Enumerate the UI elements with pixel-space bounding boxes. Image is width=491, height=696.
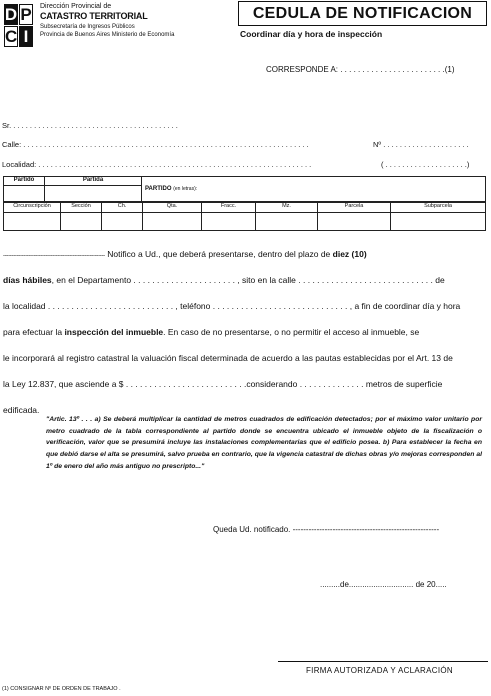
logo-letter-d: D	[4, 5, 18, 24]
circunscripcion-header: Circunscripción	[4, 203, 61, 213]
org-line-4: Provincia de Buenos Aires Ministerio de Economía	[40, 32, 175, 38]
body-text-2: , en el Departamento . . . . . . . . . . . . . . . . . . . . . . , sito en la calle . . . . . . . . . . . . . . . . . . . . . . . . . . . . . de	[51, 275, 445, 285]
seccion-cell[interactable]	[61, 213, 102, 231]
partido-nombre-cell[interactable]	[142, 177, 486, 202]
body-dashes: ------------------------------------------------------------	[3, 253, 105, 259]
org-line-2: CATASTRO TERRITORIAL	[40, 11, 148, 21]
body-inspeccion: inspección del inmueble	[64, 327, 164, 337]
partido-partida-table	[3, 176, 486, 202]
fecha-field[interactable]: .........de............................. de 20.....	[320, 580, 447, 589]
chacra-header: Ch.	[102, 203, 143, 213]
corresponde-field[interactable]: CORRESPONDE A: . . . . . . . . . . . . . . . . . . . . . . . .(1)	[266, 65, 455, 74]
codigo-postal-field[interactable]: ( . . . . . . . . . . . . . . . . . . . .)	[381, 160, 470, 169]
seccion-header: Sección	[61, 203, 102, 213]
body-text-4: para efectuar la	[3, 327, 65, 337]
manzana-cell[interactable]	[256, 213, 318, 231]
circunscripcion-cell[interactable]	[4, 213, 61, 231]
footnote: (1) CONSIGNAR Nº DE ORDEN DE TRABAJO .	[2, 686, 121, 692]
org-line-3: Subsecretaría de Ingresos Públicos	[40, 24, 135, 30]
partido-header: Partido	[4, 177, 45, 186]
quinta-header: Qta.	[143, 203, 202, 213]
fraccion-header: Fracc.	[202, 203, 256, 213]
logo-letter-i: I	[19, 26, 33, 47]
signature-line	[278, 661, 488, 662]
body-line-5	[3, 345, 487, 371]
body-line-1	[3, 241, 487, 267]
notification-paragraph	[3, 241, 487, 423]
body-text-3: la localidad . . . . . . . . . . . . . . . . . . . . . . . . . . . , teléfono . . . . . . . . . . . . . . . . . . . . . . . . . . . . . , a fin de coordinar día y hora	[3, 301, 461, 311]
quinta-cell[interactable]	[143, 213, 202, 231]
partido-nombre-label: PARTIDO	[145, 186, 172, 192]
body-line-6	[3, 371, 487, 397]
article-13-quote: "Artic. 13º . . . a) Se deberá multiplicar la cantidad de metros cuadrados de edificación detectados; por el máximo valor unitario por metro cuadrado de la tabla correspondiente al partido donde se encuentra ubicado el inmueble objeto de la fiscalización o verificación, valor que se presumirá incluye las instalaciones complementarias que el edificio posea. b) Para establecer la fecha en que debió darse el alta se presumirá, salvo prueba en contrario, que la vigencia catastral de dichas obras y/o mejoras corresponden al 1º de enero del año más antiguo no prescripto..."	[46, 416, 482, 470]
body-line-2	[3, 267, 487, 293]
organization-block	[40, 3, 240, 39]
document-subtitle: Coordinar día y hora de inspección	[240, 29, 383, 39]
subparcela-cell[interactable]	[391, 213, 486, 231]
body-line-4	[3, 319, 487, 345]
body-text-4b: . En caso de no presentarse, o no permitir el acceso al inmueble, se	[163, 327, 420, 337]
document-title: CEDULA DE NOTIFICACION	[238, 1, 487, 26]
body-text-7: edificada.	[3, 405, 40, 415]
logo-letter-c: C	[5, 27, 18, 46]
body-text-1: Notifico a Ud., que deberá presentarse, dentro del plazo de	[104, 249, 333, 259]
body-plazo: diez (10)	[332, 249, 367, 259]
signature-label: FIRMA AUTORIZADA Y ACLARACIÓN	[306, 666, 453, 675]
nomenclatura-table	[3, 202, 486, 231]
body-line-3	[3, 293, 487, 319]
logo-letter-p: P	[20, 5, 32, 24]
partida-header: Partida	[45, 177, 142, 186]
parcela-header: Parcela	[318, 203, 391, 213]
body-text-5: le incorporará al registro catastral la valuación fiscal determinada de acuerdo a las pautas establecidas por el Art. 13 de	[3, 353, 453, 363]
dpci-logo	[4, 4, 34, 48]
queda-notificado: Queda Ud. notificado. -------------------------------------------------------	[213, 525, 440, 534]
body-dias-habiles: días hábiles	[3, 275, 52, 285]
numero-field[interactable]: Nº . . . . . . . . . . . . . . . . . . . . .	[373, 140, 469, 149]
parcela-cell[interactable]	[318, 213, 391, 231]
calle-field[interactable]: Calle: . . . . . . . . . . . . . . . . . . . . . . . . . . . . . . . . . . . . . . . . . . . . . . . . . . . . . . . . . . . . . . . . . . . . .	[2, 140, 309, 149]
partido-nombre-hint: (en letras):	[173, 186, 198, 192]
org-line-1: Dirección Provincial de	[40, 3, 112, 10]
localidad-field[interactable]: Localidad: . . . . . . . . . . . . . . . . . . . . . . . . . . . . . . . . . . . . . . . . . . . . . . . . . . . . . . . . . . . . . . . . . .	[2, 160, 312, 169]
partido-value-cell[interactable]	[4, 186, 45, 202]
manzana-header: Mz.	[256, 203, 318, 213]
body-text-6: la Ley 12.837, que asciende a $ . . . . . . . . . . . . . . . . . . . . . . . . . .considerando . . . . . . . . . . . . . . metros de superficie	[3, 379, 443, 389]
sr-field[interactable]: Sr. . . . . . . . . . . . . . . . . . . . . . . . . . . . . . . . . . . . . . . . .	[2, 121, 178, 130]
fraccion-cell[interactable]	[202, 213, 256, 231]
chacra-cell[interactable]	[102, 213, 143, 231]
partida-value-cell[interactable]	[45, 186, 142, 202]
subparcela-header: Subparcela	[391, 203, 486, 213]
